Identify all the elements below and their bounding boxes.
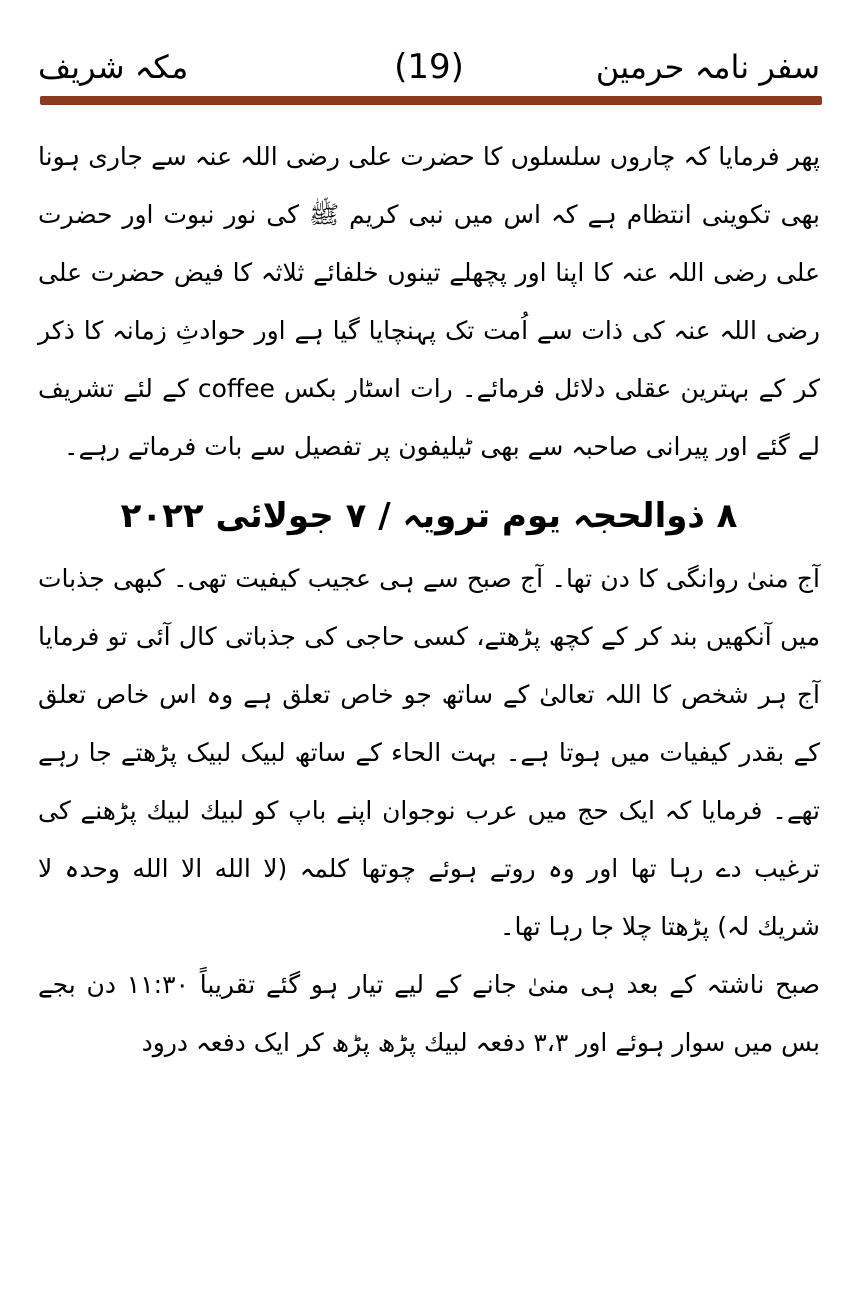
page-header — [38, 42, 820, 92]
page-number: (19) — [394, 47, 464, 87]
paragraph-3: صبح ناشتہ کے بعد ہی منیٰ جانے کے لیے تیار ہو گئے تقریباً ۱۱:۳۰ دن بجے بس میں سوار ہوئے اور ۳،۳ دفعہ لبیك پڑھ پڑھ کر ایک دفعہ درود — [38, 970, 820, 1057]
book-title: سفر نامہ حرمین — [595, 48, 820, 86]
paragraph-2: آج منیٰ روانگی کا دن تھا۔ آج صبح سے ہی عجیب کیفیت تھی۔ کبھی جذبات میں آنکھیں بند کر کے کچھ پڑھتے، کسی حاجی کی جذباتی کال آئی تو فرمایا آج ہر شخص کا اللہ تعالیٰ کے ساتھ جو خاص تعلق ہے وہ اس خاص تعلق کے بقدر کیفیات میں ہوتا ہے۔ بہت الحاء کے ساتھ لبیک لبیک پڑھتے جا رہے تھے۔ فرمایا کہ ایک حج میں عرب نوجوان اپنے باپ کو لبیك لبیك پڑھنے کی ترغیب دے رہا تھا اور وہ روتے ہوئے چوتھا کلمہ (لا الله الا الله وحدہ لا شریك لہ) پڑھتا چلا جا رہا تھا۔ — [38, 564, 820, 941]
section-heading: ۸ ذوالحجہ یوم ترویہ / ۷ جولائی ۲۰۲۲ — [120, 496, 738, 536]
header-divider — [40, 96, 822, 105]
paragraph-1: پھر فرمایا کہ چاروں سلسلوں کا حضرت علی رضی اللہ عنہ سے جاری ہونا بھی تکوینی انتظام ہے کہ اس میں نبی کریم ﷺ کی نور نبوت اور حضرت علی رضی اللہ عنہ کا اپنا اور پچھلے تینوں خلفائے ثلاثہ کا فیض حضرت علی رضی اللہ عنہ کی ذات سے اُمت تک پہنچایا گیا ہے اور حوادثِ زمانہ کا ذکر کر کے بہترین عقلی دلائل فرمائے۔ رات اسٹار بکس coffee کے لئے تشریف لے گئے اور پیرانی صاحبہ سے بھی ٹیلیفون پر تفصیل سے بات فرماتے رہے۔ — [38, 142, 821, 461]
chapter-title: مکہ شریف — [38, 48, 189, 86]
page-body — [38, 128, 820, 1072]
